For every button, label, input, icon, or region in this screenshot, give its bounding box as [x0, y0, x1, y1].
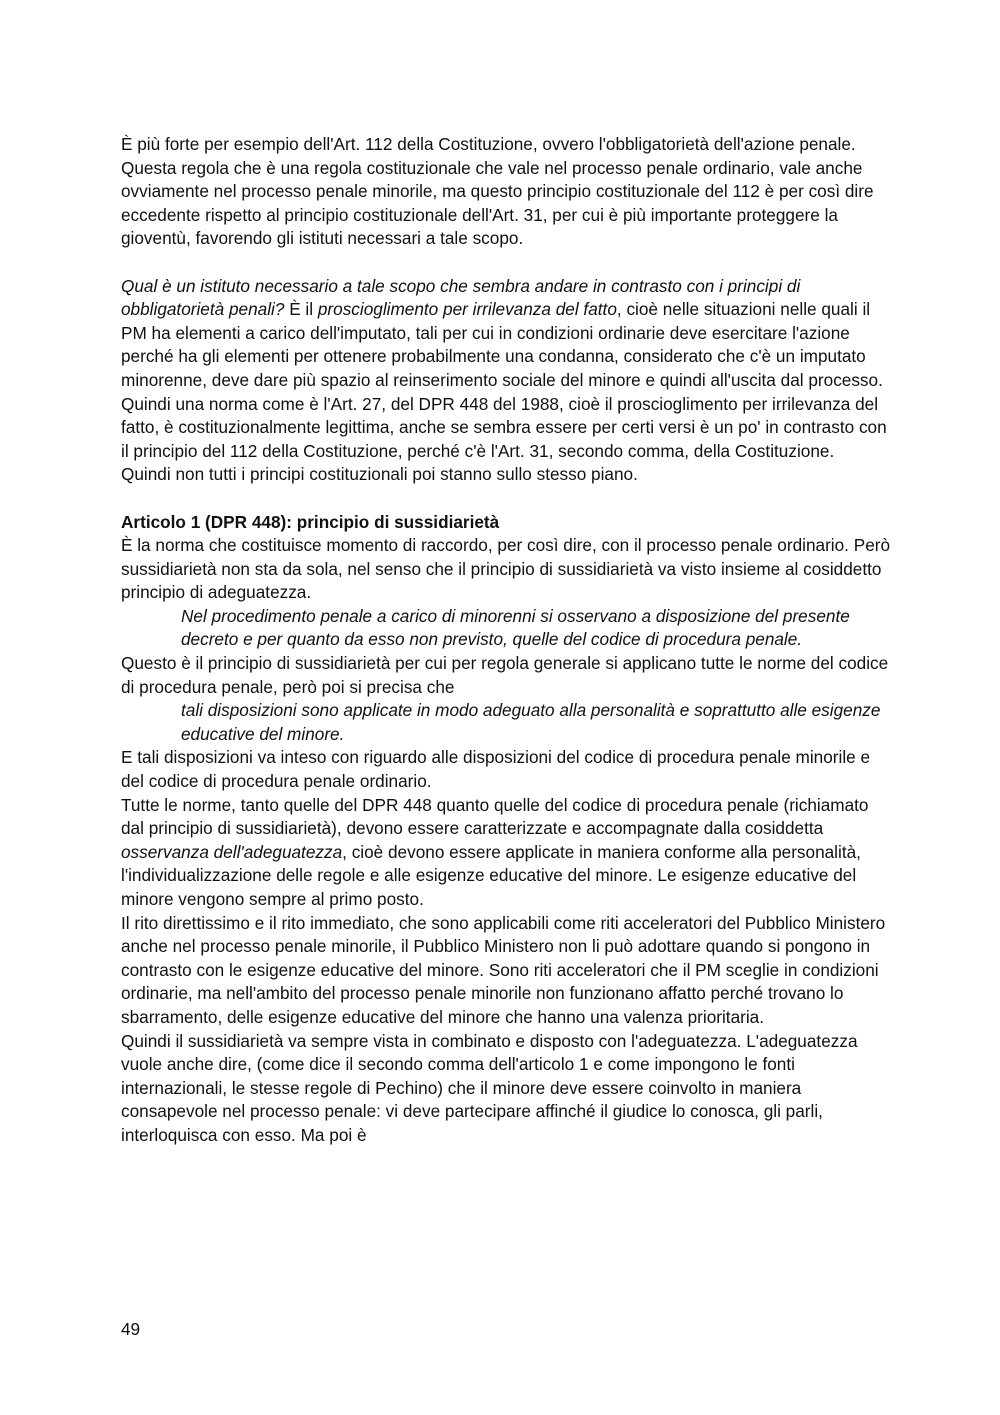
paragraph-spacer: [121, 487, 891, 511]
page-number: 49: [121, 1319, 141, 1339]
question-text: Qual è un istituto necessario a tale scopo che sembra andare in contrasto con i principi di obbligatorietà penali?: [121, 275, 801, 320]
block-quote-2: tali disposizioni sono applicate in modo adeguato alla personalità e soprattutto alle esigenze educative del minore.: [181, 700, 881, 744]
paragraph-disposizioni: E tali disposizioni va inteso con riguardo alle disposizioni del codice di procedura penale minorile e del codice di procedura penale ordinario.: [121, 747, 871, 792]
paragraph-text: Tutte le norme, tanto quelle del DPR 448 quanto quelle del codice di procedura penale (richiamato dal principio di sussidiarietà), devono essere caratterizzate e accompagnate dalla cosiddetta: [121, 794, 869, 839]
paragraph-raccordo: È la norma che costituisce momento di raccordo, per così dire, con il processo penale ordinario. Però sussidiarietà non sta da sola, nel senso che il principio di sussidiarietà va visto insieme al cosiddetto principio di adeguatezza.: [121, 535, 891, 603]
section-heading: Articolo 1 (DPR 448): principio di sussidiarietà: [121, 511, 500, 532]
paragraph-riti: Il rito direttissimo e il rito immediato, che sono applicabili come riti acceleratori del Pubblico Ministero anche nel processo penale minorile, il Pubblico Ministero non li può adottare quando si pongono in contrasto con le esigenze educative del minore. Sono riti acceleratori che il PM sceglie in condizioni ordinarie, ma nell'ambito del processo penale minorile non funzionano affatto perché trovano lo sbarramento, delle esigenze educative del minore che hanno una valenza prioritaria.: [121, 912, 886, 1027]
paragraph-text: , cioè devono essere applicate in maniera conforme alla personalità, l'individualizzazione delle regole e alle esigenze educative del minore. Le esigenze educative del minore vengono sempre al primo posto.: [121, 841, 861, 909]
emphasized-term: proscioglimento per irrilevanza del fatto: [317, 299, 617, 320]
paragraph-text: , cioè nelle situazioni nelle quali il PM ha elementi a carico dell'imputato, tali per cui in condizioni ordinarie deve esercitare l'azione perché ha gli elementi per ottenere probabilmente una condanna, considerato che c'è un imputato minorenne, deve dare più spazio al reinserimento sociale del minore e quindi all'uscita dal processo.: [121, 299, 883, 390]
paragraph-principi: Quindi non tutti i principi costituzionali poi stanno sullo stesso piano.: [121, 464, 638, 485]
paragraph-text: È il: [284, 299, 318, 320]
paragraph-art112: È più forte per esempio dell'Art. 112 della Costituzione, ovvero l'obbligatorietà dell'azione penale. Questa regola che è una regola costituzionale che vale nel processo penale ordinario, vale anche ovviamente nel processo penale minorile, ma questo principio costituzionale del 112 è per così dire eccedente rispetto al principio costituzionale dell'Art. 31, per cui è più importante proteggere la gioventù, favorendo gli istituti necessari a tale scopo.: [121, 134, 874, 249]
block-quote-1: Nel procedimento penale a carico di minorenni si osservano a disposizione del presente decreto e per quanto da esso non previsto, quelle del codice di procedura penale.: [181, 605, 850, 650]
emphasized-term: osservanza dell'adeguatezza: [121, 841, 343, 862]
paragraph-combinato: Quindi il sussidiarietà va sempre vista in combinato e disposto con l'adeguatezza. L'adeguatezza vuole anche dire, (come dice il secondo comma dell'articolo 1 e come impongono le fonti internazionali, le stesse regole di Pechino) che il minore deve essere coinvolto in maniera consapevole nel processo penale: vi deve partecipare affinché il giudice lo conosca, gli parli, interloquisca con esso. Ma poi è: [121, 1030, 858, 1145]
paragraph-spacer: [121, 251, 891, 275]
paragraph-adeguatezza: [121, 794, 891, 912]
page-body: [121, 133, 891, 1148]
paragraph-sussidiarieta: Questo è il principio di sussidiarietà per cui per regola generale si applicano tutte le norme del codice di procedura penale, però poi si precisa che: [121, 653, 889, 697]
paragraph-proscioglimento: [121, 275, 891, 393]
paragraph-art27: Quindi una norma come è l'Art. 27, del DPR 448 del 1988, cioè il proscioglimento per irrilevanza del fatto, è costituzionalmente legittima, anche se sembra essere per certi versi è un po' in contrasto con il principio del 112 della Costituzione, perché c'è l'Art. 31, secondo comma, della Costituzione.: [121, 393, 887, 461]
